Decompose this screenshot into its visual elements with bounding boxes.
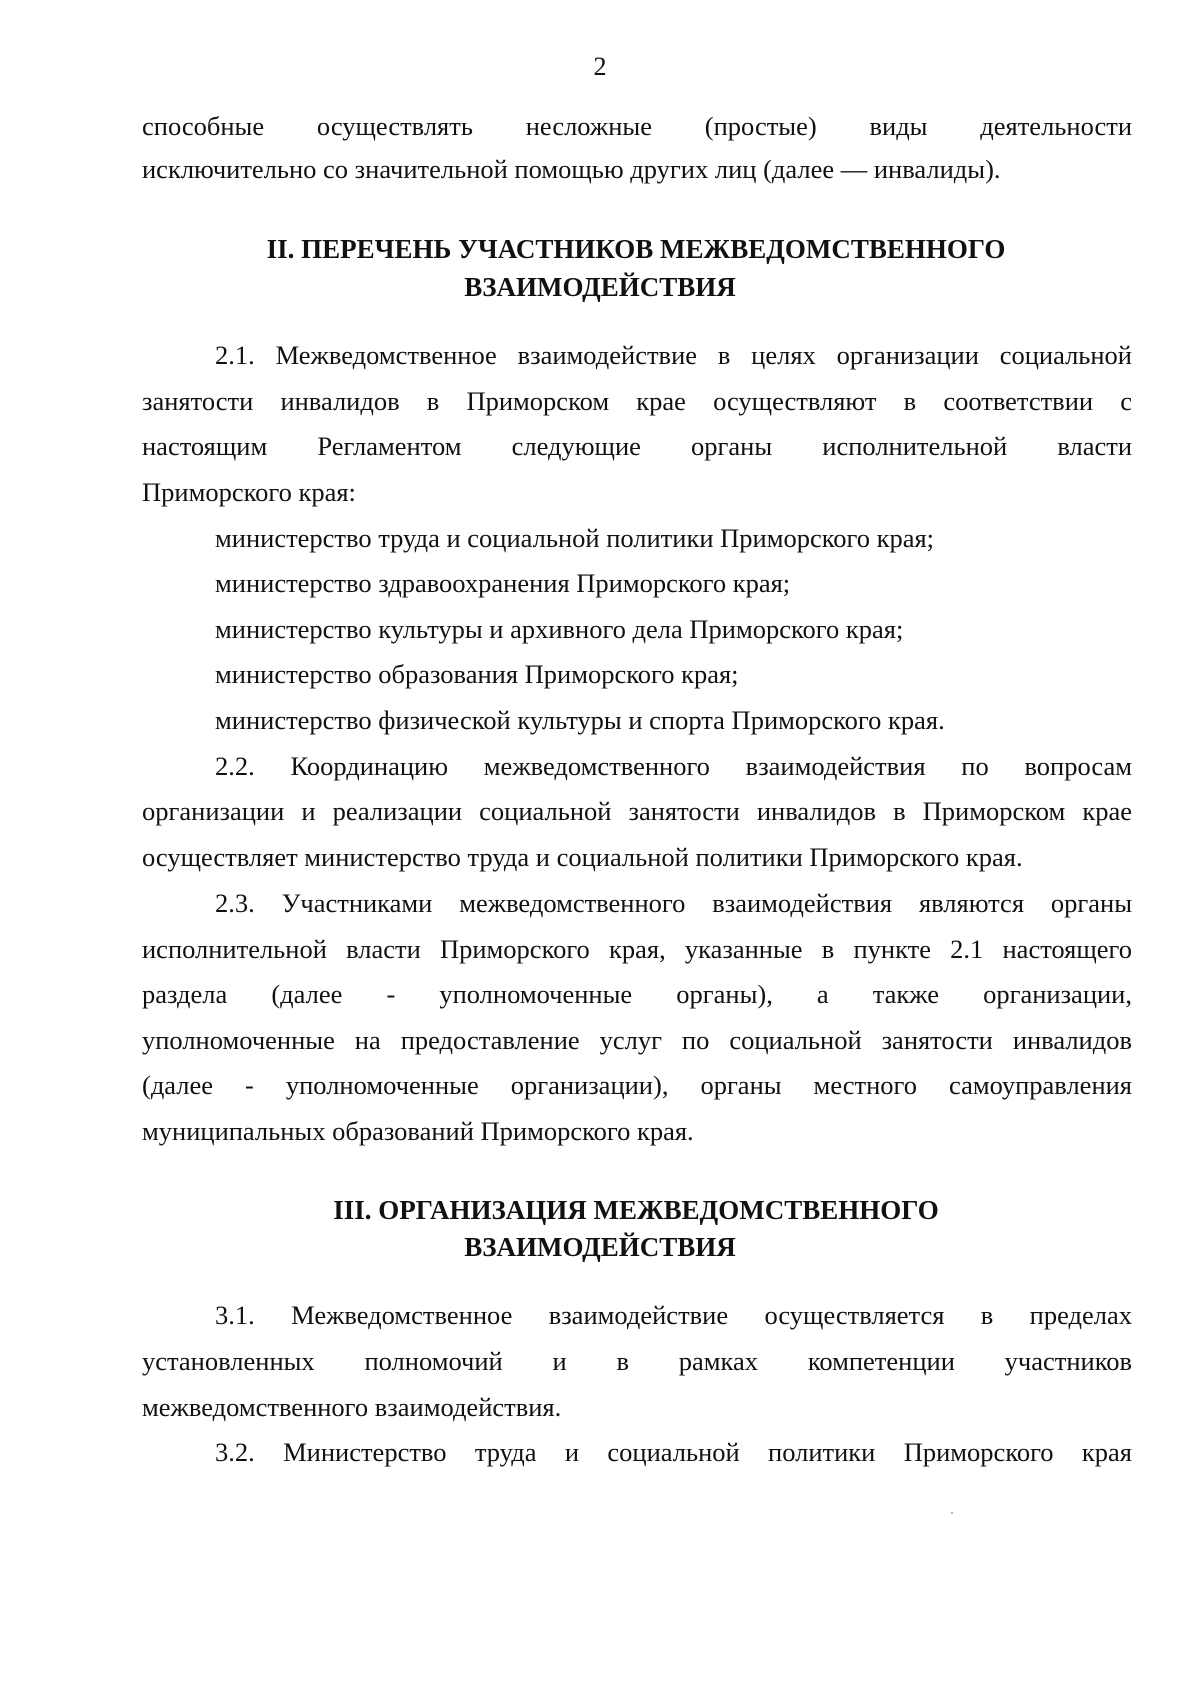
paragraph-3-1-line: установленных полномочий и в рамках компетенции участников <box>142 1346 1132 1376</box>
paragraph-2-2-line: 2.2. Координацию межведомственного взаимодействия по вопросам <box>215 751 1132 781</box>
section-3-title: III. ОРГАНИЗАЦИЯ МЕЖВЕДОМСТВЕННОГО <box>333 1195 939 1225</box>
body-list-item: министерство культуры и архивного дела Приморского края; <box>215 614 904 644</box>
paragraph-2-3-line: раздела (далее - уполномоченные органы), а также организации, <box>142 979 1132 1009</box>
paragraph-3-2-line: 3.2. Министерство труда и социальной политики Приморского края <box>215 1437 1132 1467</box>
paragraph-2-3-line: муниципальных образований Приморского края. <box>142 1116 694 1146</box>
paragraph-2-2-line: организации и реализации социальной занятости инвалидов в Приморском крае <box>142 796 1132 826</box>
section-3-title-cont: ВЗАИМОДЕЙСТВИЯ <box>464 1232 736 1262</box>
page-number: 2 <box>593 52 607 81</box>
paragraph-3-1-line: межведомственного взаимодействия. <box>142 1392 562 1422</box>
paragraph-2-3-line: исполнительной власти Приморского края, указанные в пункте 2.1 настоящего <box>142 934 1132 964</box>
paragraph-2-1-line: Приморского края: <box>142 477 356 507</box>
paragraph-2-3-line: (далее - уполномоченные организации), органы местного самоуправления <box>142 1070 1132 1100</box>
body-list-item: министерство труда и социальной политики Приморского края; <box>215 523 935 553</box>
paragraph-2-3-line: 2.3. Участниками межведомственного взаимодействия являются органы <box>215 888 1132 918</box>
body-list-item: министерство физической культуры и спорта Приморского края. <box>215 705 945 735</box>
paragraph-2-1-line: занятости инвалидов в Приморском крае осуществляют в соответствии с <box>142 386 1132 416</box>
body-list-item: министерство образования Приморского края; <box>215 659 739 689</box>
section-2-title-cont: ВЗАИМОДЕЙСТВИЯ <box>464 272 736 302</box>
paragraph-2-1-line: настоящим Регламентом следующие органы исполнительной власти <box>142 431 1132 461</box>
paragraph-3-1-line: 3.1. Межведомственное взаимодействие осуществляется в пределах <box>215 1300 1132 1330</box>
paragraph-2-3-line: уполномоченные на предоставление услуг по социальной занятости инвалидов <box>142 1025 1132 1055</box>
intro-line: способные осуществлять несложные (простые) виды деятельности <box>142 111 1132 141</box>
body-list-item: министерство здравоохранения Приморского края; <box>215 568 791 598</box>
paragraph-2-2-line: осуществляет министерство труда и социальной политики Приморского края. <box>142 842 1023 872</box>
paragraph-2-1-line: 2.1. Межведомственное взаимодействие в целях организации социальной <box>215 340 1132 370</box>
scan-artifact <box>951 1512 953 1514</box>
intro-line: исключительно со значительной помощью других лиц (далее — инвалиды). <box>142 154 1001 184</box>
section-2-title: II. ПЕРЕЧЕНЬ УЧАСТНИКОВ МЕЖВЕДОМСТВЕННОГО <box>266 234 1006 264</box>
